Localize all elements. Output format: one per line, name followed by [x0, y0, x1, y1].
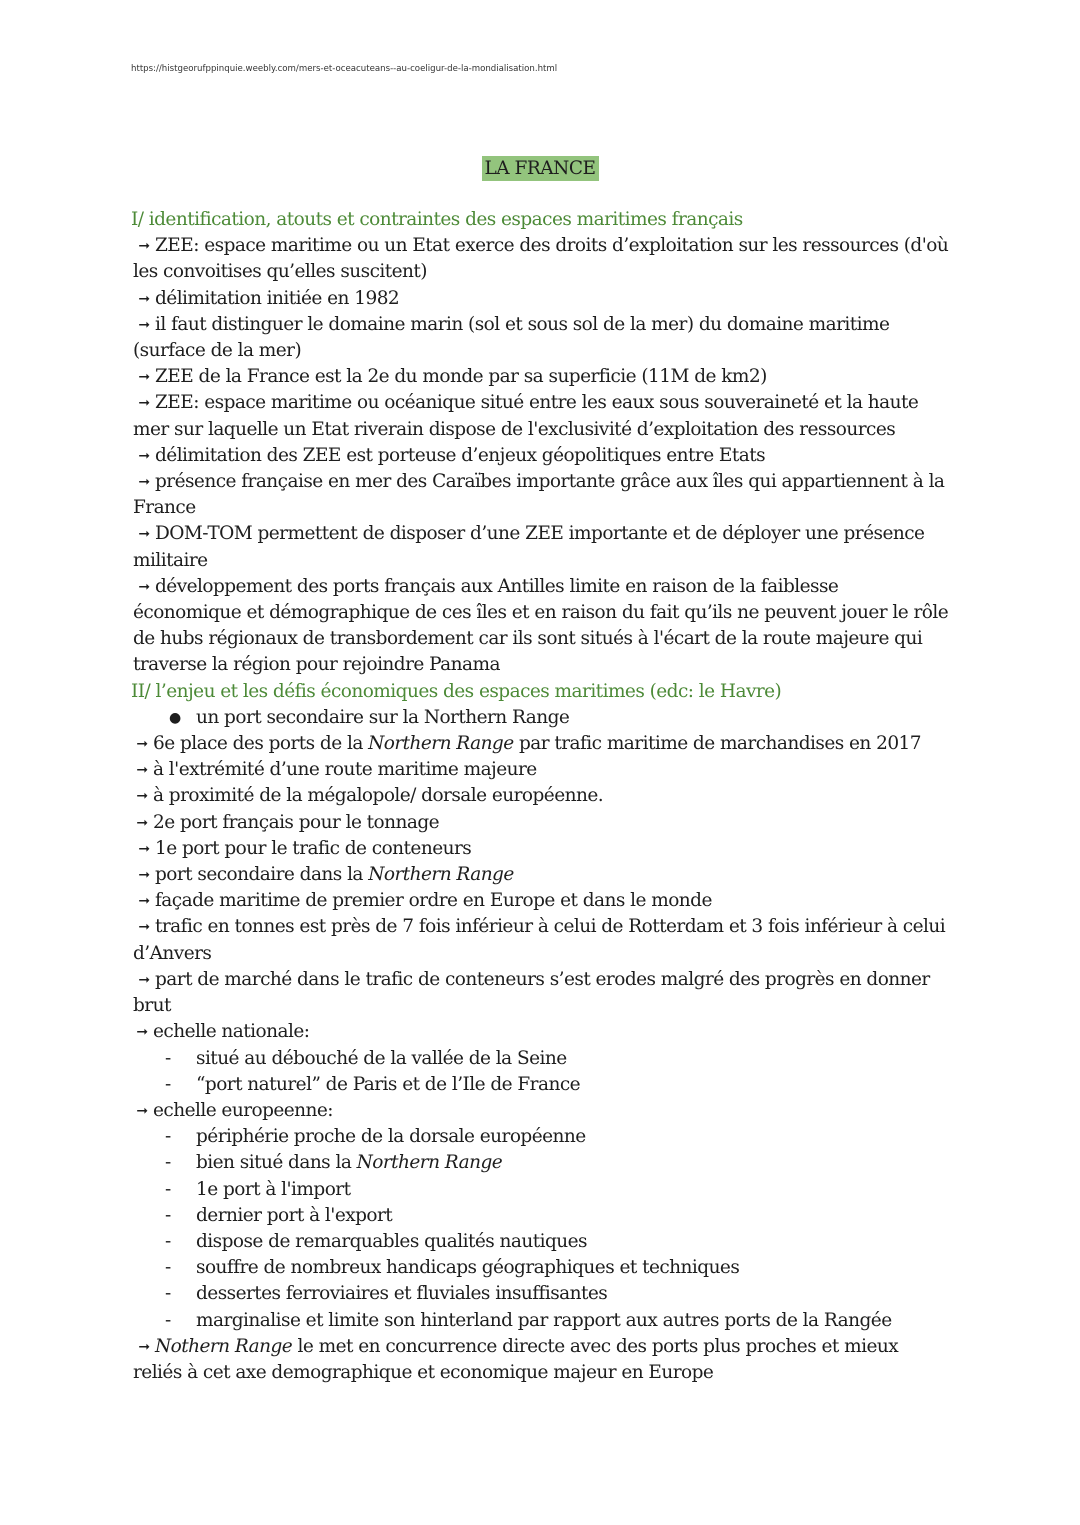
bullet-item: ● un port secondaire sur la Northern Range — [131, 705, 951, 731]
dash-item: - dispose de remarquables qualités nautiques — [165, 1230, 587, 1252]
arrow-right-icon: ➞ — [136, 788, 148, 805]
arrow-right-icon: ➞ — [136, 1024, 148, 1041]
arrow-right-icon: ➞ — [138, 238, 150, 255]
arrow-right-icon: ➞ — [138, 893, 150, 910]
list-item: ➞ délimitation initiée en 1982 — [131, 286, 951, 312]
list-item: ➞ DOM-TOM permettent de disposer d’une ZEE importante et de déployer une présence militaire — [133, 523, 925, 571]
list-item: ➞ à l'extrémité d’une route maritime majeure — [131, 757, 951, 783]
list-item-nationale: ➞ echelle nationale: — [131, 1019, 951, 1045]
arrow-right-icon: ➞ — [138, 447, 150, 464]
list-item-conclusion: ➞ Nothern Range le met en concurrence directe avec des ports plus proches et mieux reliés à cet axe demographique et economique majeur en Europe — [133, 1335, 899, 1383]
source-url[interactable]: https://histgeorufppinquie.weebly.com/mers-et-oceacuteans--au-coeligur-de-la-mondialisation.html — [131, 64, 558, 74]
list-item: ➞ à proximité de la mégalopole/ dorsale européenne. — [131, 783, 951, 809]
list-item: ➞ 6e place des ports de la Northern Range par trafic maritime de marchandises en 2017 — [131, 731, 951, 757]
dash-item: - 1e port à l'import — [165, 1178, 351, 1200]
dash-item: - souffre de nombreux handicaps géographiques et techniques — [165, 1257, 740, 1279]
document-body — [131, 207, 951, 1386]
arrow-right-icon: ➞ — [138, 526, 150, 543]
arrow-right-icon: ➞ — [136, 1102, 148, 1119]
arrow-right-icon: ➞ — [138, 369, 150, 386]
dash-item: - “port naturel” de Paris et de l’Ile de France — [165, 1073, 581, 1095]
arrow-right-icon: ➞ — [138, 395, 150, 412]
page-title: LA FRANCE — [482, 156, 599, 181]
list-item: ➞ ZEE: espace maritime ou océanique situé entre les eaux sous souveraineté et la haute mer sur laquelle un Etat riverain dispose de l'exclusivité d’exploitation des ressources — [133, 392, 919, 440]
list-item: ➞ il faut distinguer le domaine marin (sol et sous sol de la mer) du domaine maritime (surface de la mer) — [133, 313, 890, 362]
arrow-right-icon: ➞ — [138, 474, 150, 491]
list-item: ➞ présence française en mer des Caraïbes importante grâce aux îles qui appartiennent à la France — [133, 471, 945, 519]
list-item: ➞ ZEE: espace maritime ou un Etat exerce des droits d’exploitation sur les ressources (d'où les convoitises qu’elles suscitent) — [133, 235, 949, 283]
dash-item: - dernier port à l'export — [165, 1204, 393, 1226]
dash-item: - dessertes ferroviaires et fluviales insuffisantes — [165, 1283, 608, 1305]
list-item: ➞ ZEE de la France est la 2e du monde par sa superficie (11M de km2) — [131, 364, 951, 390]
arrow-right-icon: ➞ — [138, 578, 150, 595]
section-heading-1: I/ identification, atouts et contraintes des espaces maritimes français — [131, 209, 743, 230]
arrow-right-icon: ➞ — [138, 867, 150, 884]
section-heading-2: II/ l’enjeu et les défis économiques des espaces maritimes (edc: le Havre) — [131, 680, 782, 702]
list-item-europeenne: ➞ echelle europeenne: — [131, 1098, 951, 1124]
arrow-right-icon: ➞ — [138, 971, 150, 988]
dash-item: - situé au débouché de la vallée de la Seine — [165, 1047, 567, 1069]
dash-item: - bien situé dans la Northern Range — [165, 1152, 503, 1174]
arrow-right-icon: ➞ — [138, 919, 150, 936]
arrow-right-icon: ➞ — [136, 736, 148, 753]
arrow-right-icon: ➞ — [138, 316, 150, 333]
arrow-right-icon: ➞ — [136, 762, 148, 779]
arrow-right-icon: ➞ — [138, 290, 150, 307]
arrow-right-icon: ➞ — [136, 814, 148, 831]
list-item: ➞ 2e port français pour le tonnage — [131, 810, 951, 836]
dash-item: - marginalise et limite son hinterland par rapport aux autres ports de la Rangée — [165, 1309, 892, 1331]
list-item: ➞ 1e port pour le trafic de conteneurs — [131, 836, 951, 862]
list-item: ➞ façade maritime de premier ordre en Europe et dans le monde — [131, 888, 951, 914]
dash-item: - périphérie proche de la dorsale européenne — [165, 1126, 586, 1148]
list-item: ➞ développement des ports français aux Antilles limite en raison de la faiblesse économique et démographique de ces îles et en raison du fait qu’ils ne peuvent jouer le rôle de hubs régionaux de transbordement car ils sont situés à l'écart de la route majeure qui traverse la région pour rejoindre Panama — [133, 575, 949, 676]
arrow-right-icon: ➞ — [138, 840, 150, 857]
list-item: ➞ trafic en tonnes est près de 7 fois inférieur à celui de Rotterdam et 3 fois inférieur à celui d’Anvers — [133, 916, 946, 964]
list-item: ➞ délimitation des ZEE est porteuse d’enjeux géopolitiques entre Etats — [131, 443, 951, 469]
arrow-right-icon: ➞ — [138, 1338, 150, 1355]
list-item: ➞ port secondaire dans la Northern Range — [131, 862, 951, 888]
list-item: ➞ part de marché dans le trafic de conteneurs s’est erodes malgré des progrès en donner brut — [133, 968, 930, 1017]
bullet-icon: ● — [169, 709, 181, 726]
